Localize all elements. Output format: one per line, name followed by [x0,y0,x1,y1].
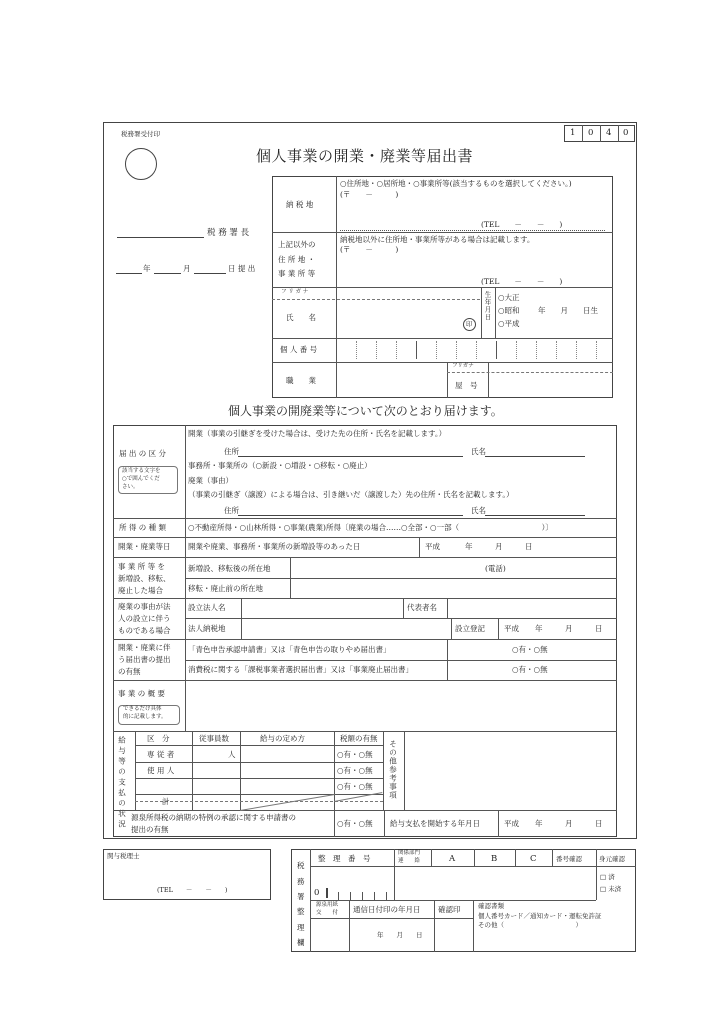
month-label: 月 [183,264,191,273]
day-input-line[interactable] [194,273,226,274]
office-side-label: 税 [297,861,305,870]
kyuyo-header-kubun: 区 分 [147,734,170,743]
jigyosho-old: 移転・廃止前の所在地 [188,584,263,593]
era-heisei[interactable]: ○平成 [498,319,520,328]
todoke-kazei: 消費税に関する「課税事業者選択届出書」又は「事業廃止届出書」 [188,665,413,674]
receipt-stamp-circle [125,148,157,180]
kyuyo-row-kubun: 専 従 者 [147,750,175,759]
todoke-label: 開業・廃業に伴 [118,643,171,652]
todoke-kazei-umu[interactable]: ○有・○無 [512,665,548,674]
kubun-haigyo[interactable]: 廃業（事由） [188,476,233,485]
kyuyo-row-umu[interactable]: ○有・○無 [337,766,373,775]
jigyosho-label: 事 業 所 等 を [118,562,166,571]
year-label: 年 [143,264,151,273]
nozei-tel[interactable]: (TEL － － ) [481,220,563,229]
kyuyo-side-label: 給与等の支払の状況 [117,736,127,831]
kaigyobi-ymd[interactable]: 年 月 日 [465,542,533,551]
kaigyobi-label: 開業・廃業等日 [118,542,171,551]
other-address-note: 納税地以外に住所地・事業所等がある場合は記載します。 [340,235,535,244]
kubun-jusho: 住所 [224,447,239,456]
kaigyobi-value: 開業や廃業、事務所・事業所の新増設等のあった日 [188,542,361,551]
form-number-digit: 0 [588,128,594,138]
mimoto-mizumi[interactable]: □ 未済 [600,885,622,893]
kubun-label: 届 出 の 区 分 [119,449,167,458]
hojin-label: 廃業の事由が法 [118,602,171,611]
birth-label: 生年月日 [483,291,492,321]
zeirishi-tel[interactable]: (TEL － － ) [157,886,228,894]
nozei-label: 納 税 地 [286,200,314,209]
kaishi-heisei: 平成 [504,819,519,828]
kubun-jigyosho[interactable]: 事務所・事業所の（○新設・○増設・○移転・○廃止） [188,461,372,470]
todoke-aoiro-umu[interactable]: ○有・○無 [512,645,548,654]
tsushin-label: 通信日付印の年月日 [353,905,421,914]
jigyosho-denwa: (電話) [485,564,506,573]
kyuyo-header-method: 給与の定め方 [260,734,305,743]
furigana-label: フ リ ガ ナ [281,289,309,295]
seiri-zero: 0 [314,888,320,898]
kyuyo-row-kubun: 使 用 人 [147,766,175,775]
kubun-jusho-2: 住所 [224,506,239,515]
seiri-bango-label: 整 理 番 号 [318,854,371,863]
sonota-label: その他参考事項 [388,740,398,800]
mimoto-label: 身元確認 [599,855,625,863]
other-postal[interactable]: (〒 － ) [340,245,399,254]
office-name-line[interactable] [117,237,204,238]
office-suffix: 税 務 署 長 [207,228,250,238]
other-tel[interactable]: (TEL － － ) [481,277,563,286]
nozei-choice[interactable]: ○住所地・○居所地・○事業所等(該当するものを選択してください。) [340,179,572,188]
kubun-shimei-2: 氏名 [471,506,486,515]
gensen-umu[interactable]: ○有・○無 [337,819,373,828]
shorui-other[interactable]: その他（ ） [478,921,582,929]
occupation-label: 職 業 [286,376,316,385]
form-number-digit: 1 [570,128,576,138]
hojin-heisei: 平成 [504,624,519,633]
jigyosho-new: 新増設、移転後の所在地 [188,564,271,573]
year-input-line[interactable] [116,273,142,274]
kyuyo-row-total: 計 [162,797,170,806]
bango-kakunin-label: 番号確認 [556,855,582,863]
kubun-kaigyo[interactable]: 開業（事業の引継ぎを受けた場合は、受けた先の住所・氏名を記載します。） [188,429,447,438]
kubun-shimei: 氏名 [471,447,486,456]
tsushin-ymd[interactable]: 年 月 日 [377,931,423,939]
form-number-digit: 0 [623,128,629,138]
kyuyo-row-umu[interactable]: ○有・○無 [337,782,373,791]
todoke-aoiro: 「青色申告承認申請書」又は「青色申告の取りやめ届出書」 [188,645,391,654]
shop-label: 屋 号 [455,381,478,390]
nozei-postal[interactable]: (〒 － ) [340,190,399,199]
era-showa[interactable]: ○昭和 [498,306,520,315]
kubun-haigyo-note: （事業の引継ぎ（譲渡）による場合は、引き継いだ（譲渡した）先の住所・氏名を記載します。） [188,490,514,499]
kankei-label: 関係部門 [398,850,421,856]
gensen-label: 源泉所得税の納期の特例の承認に関する申請書の [131,813,296,822]
shotoku-label: 所 得 の 種 類 [119,523,167,532]
birth-ymd: 年 月 日生 [538,306,598,315]
hojin-setsuritsu: 設立法人名 [188,603,226,612]
gaiyo-label: 事 業 の 概 要 [118,689,166,698]
kyuyo-row-umu[interactable]: ○有・○無 [337,750,373,759]
hojin-ymd[interactable]: 年 月 日 [535,624,603,633]
kaigyobi-heisei: 平成 [425,542,440,551]
shorui-cards[interactable]: 個人番号カード／通知カード・運転免許証 [478,912,602,920]
day-label: 日 提 出 [228,264,256,273]
hojin-toki: 設立登記 [455,624,485,633]
kaishi-ymd[interactable]: 年 月 日 [535,819,603,828]
era-taisho[interactable]: ○大正 [498,293,520,302]
name-label: 氏 名 [286,313,316,322]
kaishi-label: 給与支払を開始する年月日 [390,819,480,828]
shorui-label: 確認書類 [478,902,504,910]
month-input-line[interactable] [154,273,181,274]
col-c: C [530,854,537,864]
col-a: A [449,854,456,864]
form-number-digit: 4 [606,128,612,138]
hojin-daihyo: 代表者名 [407,603,437,612]
shop-furigana: フリガナ [452,363,474,369]
mynumber-label: 個 人 番 号 [280,345,318,354]
kyuyo-header-count: 従事員数 [199,734,229,743]
kakunin-in-label: 確認印 [438,905,461,914]
kyuyo-row-count: 人 [228,750,236,759]
zeirishi-label: 関与税理士 [107,852,140,860]
col-b: B [491,854,498,864]
mimoto-zumi[interactable]: □ 済 [600,873,615,881]
shotoku-value[interactable]: ○不動産所得・○山林所得・○事業(農業)所得〔廃業の場合……○全部・○一部（ ）〕 [188,523,553,532]
other-address-label: 上記以外の [278,240,316,249]
kyuyo-header-tax: 税額の有無 [340,734,378,743]
seal-label: 印 [466,320,473,328]
gensen-yoshi-label: 源泉用紙 [316,902,339,908]
hojin-nozeichi: 法人納税地 [188,624,226,633]
page-title: 個人事業の開業・廃業等届出書 [256,147,474,165]
intro-text: 個人事業の開廃業等について次のとおり届けます。 [228,404,503,418]
receipt-stamp-label: 税務署受付印 [121,130,160,138]
